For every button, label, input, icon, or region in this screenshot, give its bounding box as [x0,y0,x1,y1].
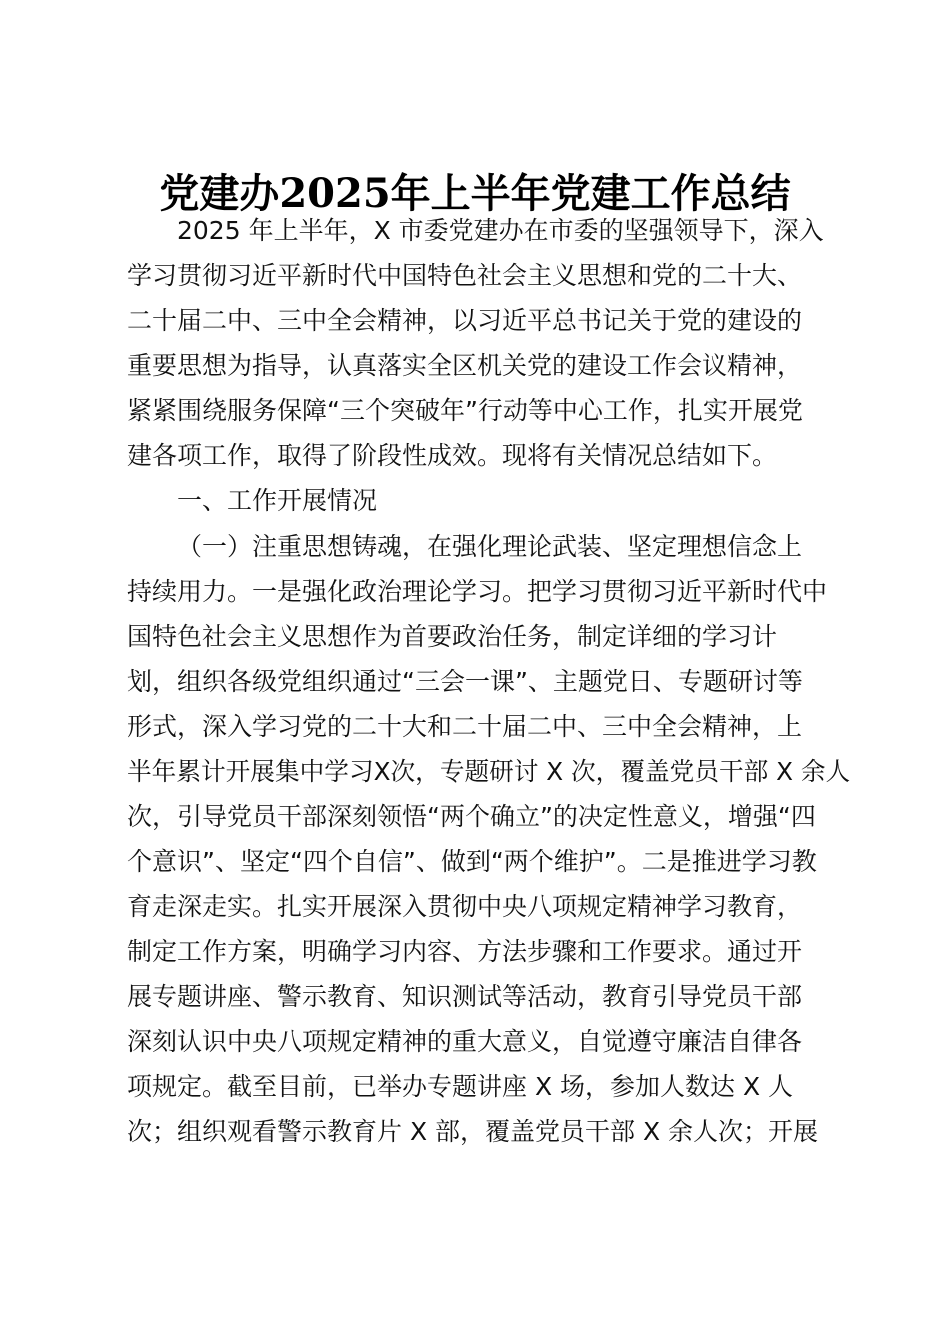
document-title: 党建办2025年上半年党建工作总结 [159,170,791,217]
paragraph-line: 项规定。截至目前，已举办专题讲座 X 场，参加人数达 X 人 [127,1072,794,1101]
paragraph-line: 育走深走实。扎实开展深入贯彻中央八项规定精神学习教育， [127,892,803,921]
paragraph-line-intro-6: 建各项工作，取得了阶段性成效。现将有关情况总结如下。 [127,441,778,470]
paragraph-line: 持续用力。一是强化政治理论学习。把学习贯彻习近平新时代中 [127,577,828,606]
paragraph-line: 形式，深入学习党的二十大和二十届二中、三中全会精神，上 [127,712,803,741]
paragraph-line: 次；组织观看警示教育片 X 部，覆盖党员干部 X 余人次；开展 [127,1117,819,1146]
paragraph-line: 次，引导党员干部深刻领悟“两个确立”的决定性意义，增强“四 [127,802,816,831]
subsection-heading: （一）注重思想铸魂，在强化理论武装、坚定理想信念上 [177,532,803,561]
section-heading: 一、工作开展情况 [177,486,378,515]
paragraph-line: 划，组织各级党组织通过“三会一课”、主题党日、专题研讨等 [127,667,803,696]
paragraph-line: 半年累计开展集中学习X次，专题研讨 X 次，覆盖党员干部 X 余人 [127,757,851,786]
paragraph-line-intro-3: 二十届二中、三中全会精神，以习近平总书记关于党的建设的 [127,306,803,335]
paragraph-line: 制定工作方案，明确学习内容、方法步骤和工作要求。通过开 [127,937,803,966]
paragraph-line: 个意识”、坚定“四个自信”、做到“两个维护”。二是推进学习教 [127,847,817,876]
paragraph-line: 国特色社会主义思想作为首要政治任务，制定详细的学习计 [127,622,778,651]
paragraph-line-intro-5: 紧紧围绕服务保障“三个突破年”行动等中心工作，扎实开展党 [127,396,803,425]
paragraph-line: 展专题讲座、警示教育、知识测试等活动，教育引导党员干部 [127,982,803,1011]
paragraph-line-intro-4: 重要思想为指导，认真落实全区机关党的建设工作会议精神， [127,351,803,380]
paragraph-line-intro-2: 学习贯彻习近平新时代中国特色社会主义思想和党的二十大、 [127,261,803,290]
paragraph-line: 深刻认识中央八项规定精神的重大意义，自觉遵守廉洁自律各 [127,1027,803,1056]
paragraph-line-intro-1: 2025 年上半年，X 市委党建办在市委的坚强领导下，深入 [177,216,824,245]
